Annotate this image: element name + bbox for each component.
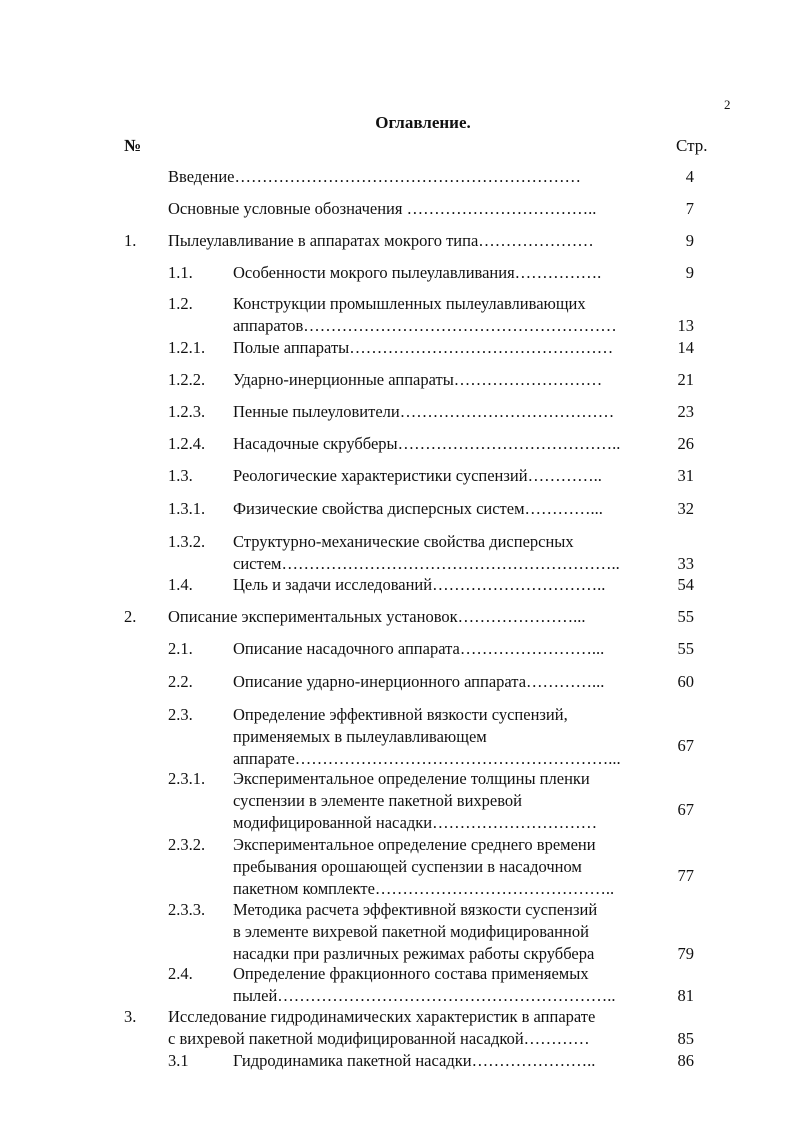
- toc-entry-title: Описание экспериментальных установок…………………...: [168, 607, 586, 626]
- toc-entry-page: 67: [677, 799, 694, 819]
- toc-entry-title: Полые аппараты…………………………………………: [233, 338, 614, 357]
- toc-entry-page: 86: [677, 1051, 694, 1070]
- toc-entry-page: 9: [685, 263, 694, 282]
- toc-entry-page: 79: [677, 944, 694, 963]
- toc-entry-page: 14: [677, 338, 694, 357]
- toc-entry-page: 60: [677, 672, 694, 691]
- toc-entry-number: 2.3.1.: [168, 769, 206, 788]
- toc-entry-title: Основные условные обозначения ……………………………..: [168, 199, 597, 218]
- toc-entry-title: Ударно-инерционные аппараты………………………: [233, 370, 603, 389]
- toc-entry-number: 1.2.3.: [168, 402, 206, 421]
- toc-entry-title: Введение………………………………………………………: [168, 167, 582, 186]
- toc-entry-number: 2.3.2.: [168, 835, 206, 854]
- toc-entry-page: 85: [677, 1029, 694, 1048]
- toc-entry-number: 1.1.: [168, 263, 193, 282]
- toc-entry-page: 13: [677, 316, 694, 335]
- toc-entry-number: 2.1.: [168, 639, 193, 658]
- toc-entry-page: 9: [685, 231, 694, 250]
- toc-entry-title: Описание насадочного аппарата……………………...: [233, 639, 605, 658]
- toc-entry-number: 1.3.2.: [168, 532, 206, 551]
- toc-entry-page: 31: [677, 466, 694, 485]
- toc-entry-title: Гидродинамика пакетной насадки…………………..: [233, 1051, 596, 1070]
- toc-entry-title: Экспериментальное определение среднего времени пребывания орошающей суспензии в насадочном пакетном комплекте……………………………………..: [233, 835, 615, 898]
- toc-entry-page: 32: [677, 499, 694, 518]
- toc-entry-number: 1.3.1.: [168, 499, 206, 518]
- toc-entry-number: 1.2.: [168, 294, 193, 313]
- toc-entry-title: Описание ударно-инерционного аппарата…………...: [233, 672, 605, 691]
- toc-entry-title: Пенные пылеуловители…………………………………: [233, 402, 615, 421]
- toc-entry-page: 33: [677, 554, 694, 573]
- toc-entry-title: Цель и задачи исследований…………………………..: [233, 575, 606, 594]
- toc-entry-page: 77: [677, 865, 694, 885]
- toc-entry-page: 21: [677, 370, 694, 389]
- toc-entry-page: 7: [685, 199, 694, 218]
- page-number: 2: [724, 97, 731, 112]
- number-column-header: №: [124, 136, 142, 155]
- toc-entry-number: 2.3.3.: [168, 900, 206, 919]
- toc-entry-number: 3.: [124, 1007, 137, 1026]
- toc-entry-number: 1.4.: [168, 575, 193, 594]
- toc-entry-number: 1.2.2.: [168, 370, 206, 389]
- toc-entry-page: 67: [677, 735, 694, 755]
- toc-entry-page: 55: [677, 607, 694, 626]
- toc-entry-title: Особенности мокрого пылеулавливания…………….: [233, 263, 602, 282]
- toc-entry-number: 2.: [124, 607, 137, 626]
- toc-entry-title: Конструкции промышленных пылеулавливающих аппаратов…………………………………………………: [233, 294, 617, 335]
- toc-entry-page: 26: [677, 434, 694, 453]
- toc-entry-number: 1.3.: [168, 466, 193, 485]
- toc-entry-title: Определение фракционного состава применяемых пылей……………………………………………………..: [233, 964, 616, 1005]
- toc-entry-page: 54: [677, 575, 694, 594]
- toc-entry-title: Насадочные скрубберы…………………………………..: [233, 434, 621, 453]
- toc-entry-title: Определение эффективной вязкости суспензий, применяемых в пылеулавливающем аппарате…………………………………………………...: [233, 705, 621, 768]
- page-column-header: Стр.: [676, 136, 708, 155]
- toc-entry-title: Структурно-механические свойства дисперсных систем……………………………………………………..: [233, 532, 620, 573]
- toc-entry-number: 1.2.1.: [168, 338, 206, 357]
- toc-entry-page: 81: [677, 986, 694, 1005]
- toc-entry-number: 2.2.: [168, 672, 193, 691]
- toc-entry-number: 1.2.4.: [168, 434, 206, 453]
- toc-entry-number: 2.3.: [168, 705, 193, 724]
- toc-entry-page: 55: [677, 639, 694, 658]
- toc-entry-title: Пылеулавливание в аппаратах мокрого типа…………………: [168, 231, 594, 250]
- toc-entry-number: 2.4.: [168, 964, 193, 983]
- toc-entry-page: 23: [677, 402, 694, 421]
- toc-entry-title: Экспериментальное определение толщины пленки суспензии в элементе пакетной вихревой модифицированной насадки…………………………: [233, 769, 598, 832]
- toc-entry-number: 1.: [124, 231, 137, 250]
- toc-entry-title: Исследование гидродинамических характеристик в аппарате с вихревой пакетной модифицированной насадкой…………: [168, 1007, 596, 1048]
- toc-entry-number: 3.1: [168, 1051, 189, 1070]
- page-title: Оглавление.: [375, 113, 471, 132]
- toc-entry-title: Физические свойства дисперсных систем…………...: [233, 499, 603, 518]
- toc-entry-page: 4: [685, 167, 694, 186]
- toc-entry-title: Методика расчета эффективной вязкости суспензий в элементе вихревой пакетной модифицированной насадки при различных режимах работы скруббера: [233, 900, 598, 963]
- toc-entry-title: Реологические характеристики суспензий…………..: [233, 466, 602, 485]
